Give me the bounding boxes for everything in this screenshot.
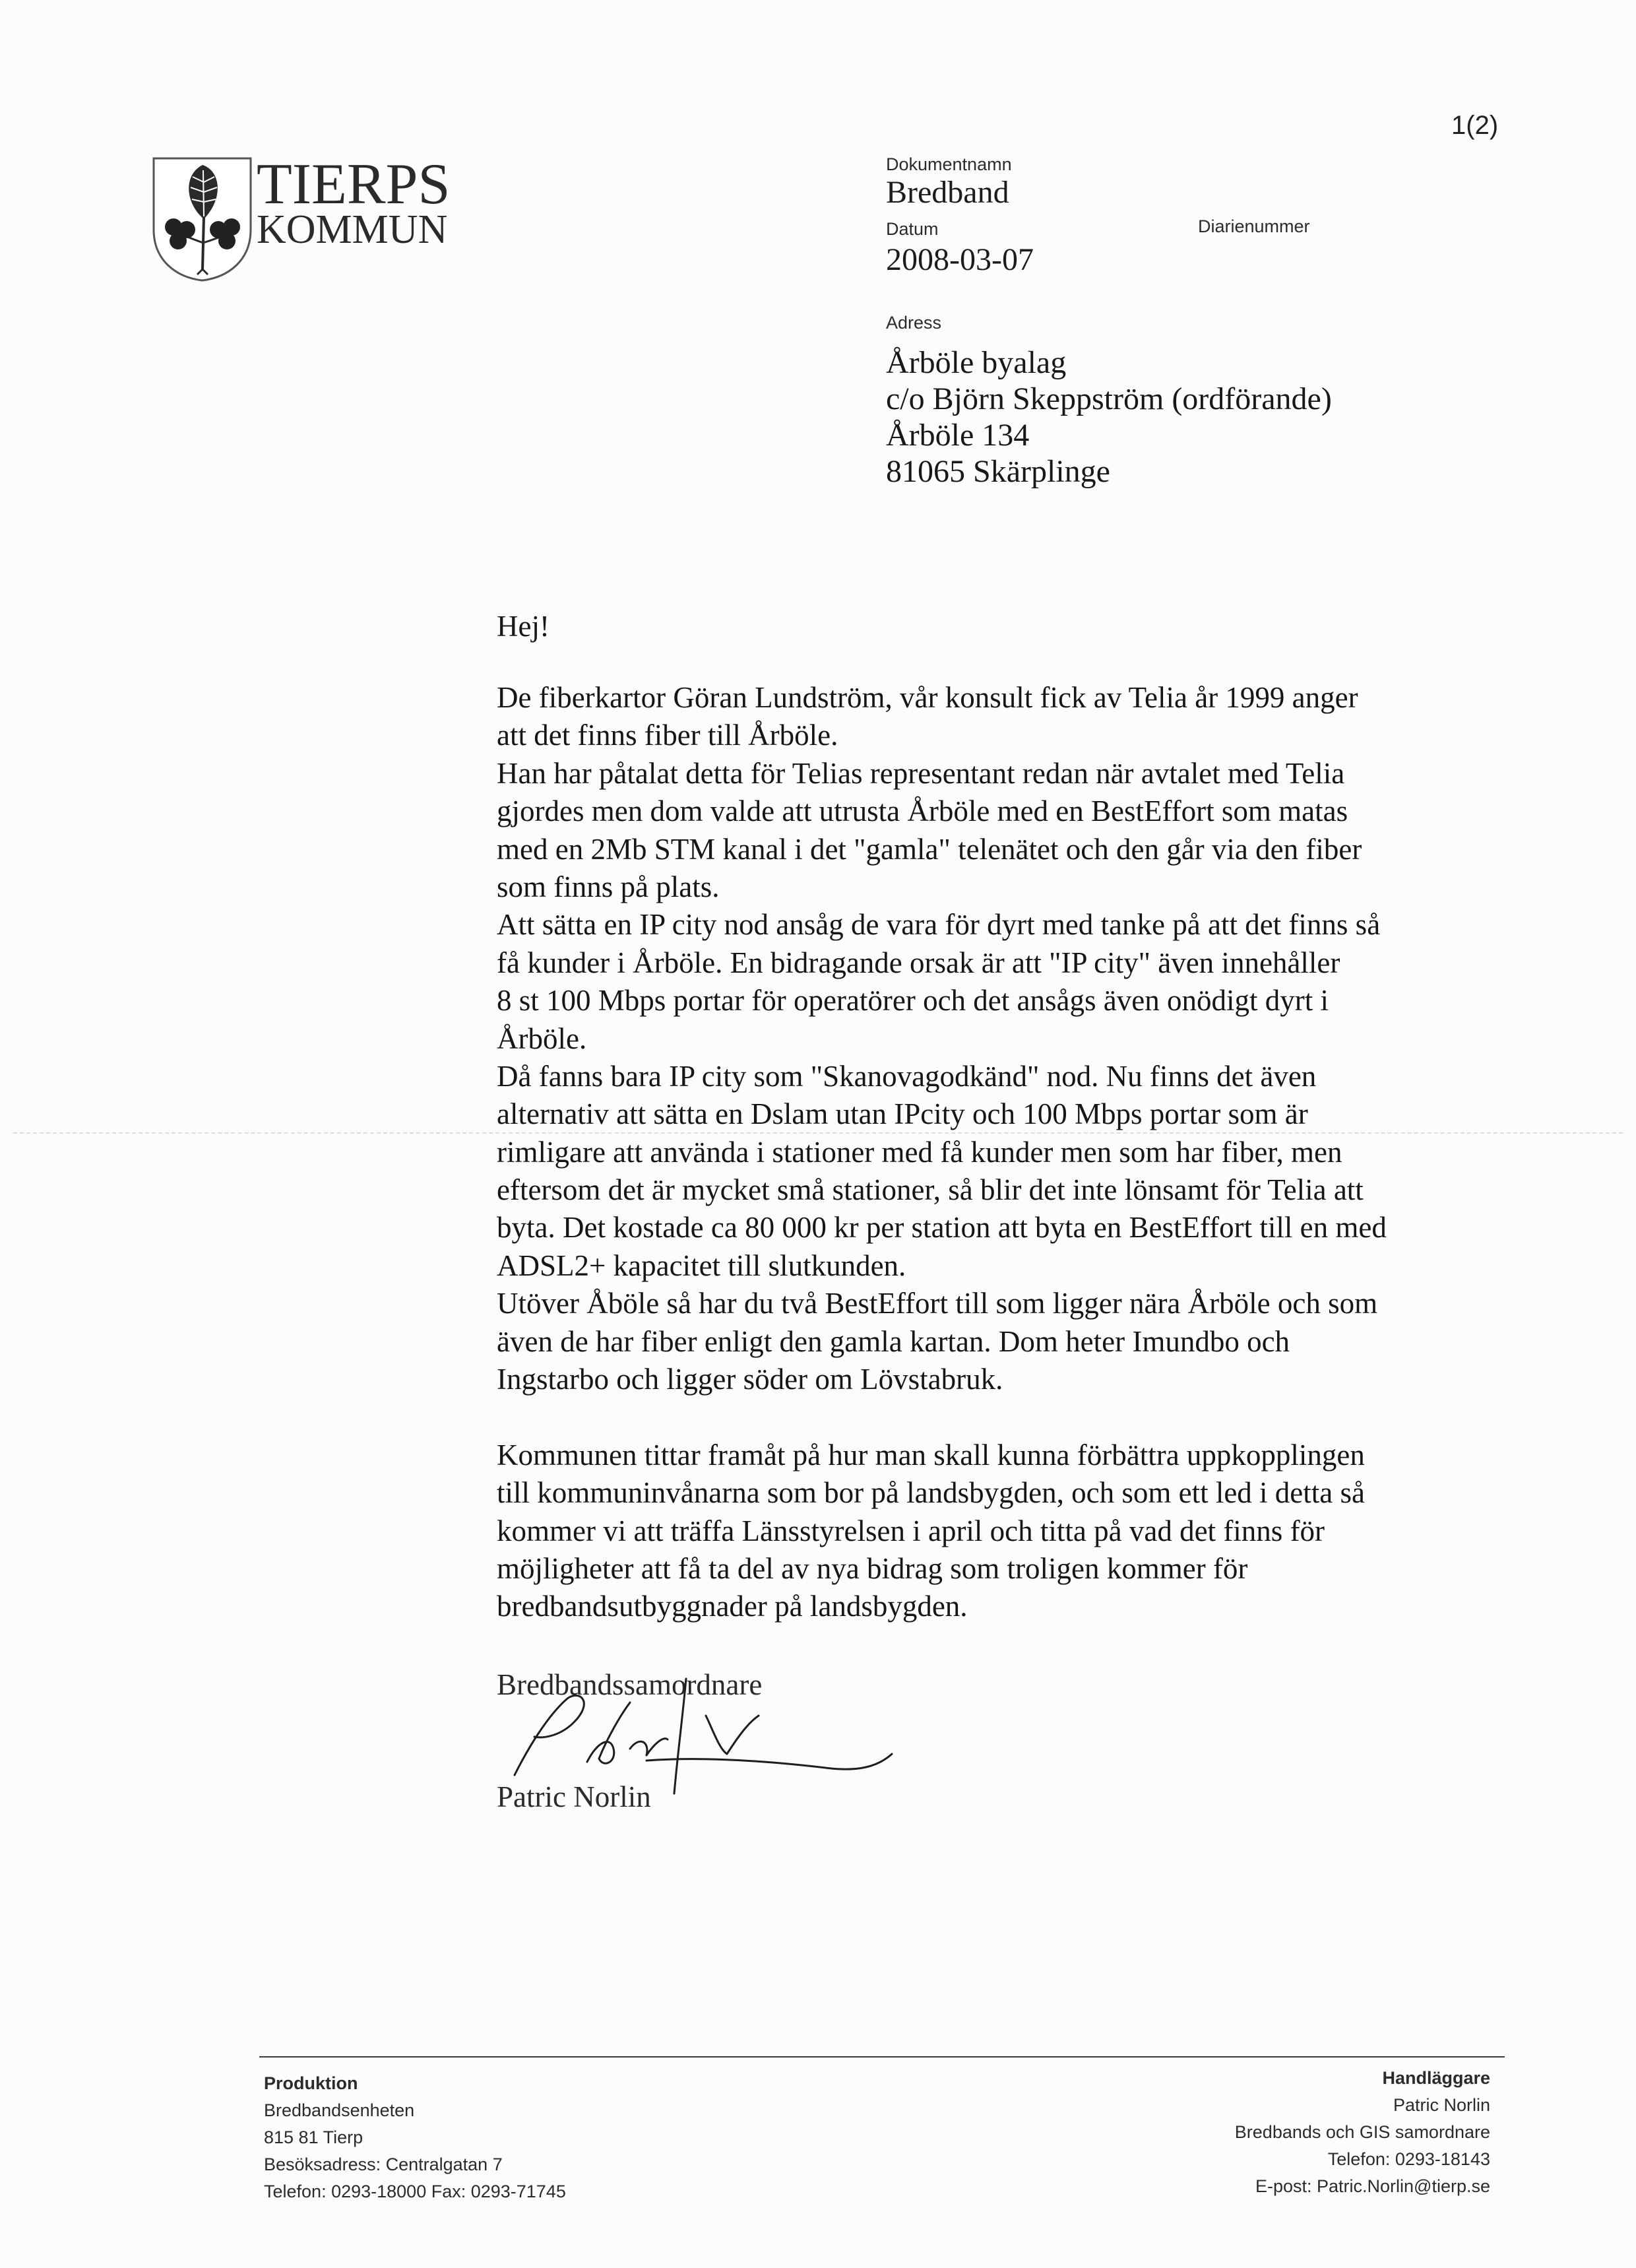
body-line: som finns på plats.	[497, 870, 720, 903]
footer-heading: Handläggare	[1382, 2068, 1490, 2088]
body-line: att det finns fiber till Årböle.	[497, 719, 838, 752]
fold-line	[13, 1132, 1623, 1134]
body-line: byta. Det kostade ca 80 000 kr per station att byta en BestEffort till en med	[497, 1211, 1387, 1245]
body-line: eftersom det är mycket små stationer, så blir det inte lönsamt för Telia att	[497, 1173, 1364, 1207]
address-line: 81065 Skärplinge	[886, 454, 1110, 489]
date-label: Datum	[886, 219, 939, 239]
document-name: Bredband	[886, 175, 1009, 210]
body-line: Han har påtalat detta för Telias representant redan när avtalet med Telia	[497, 756, 1345, 790]
body-line: gjordes men dom valde att utrusta Årböle med en BestEffort som matas	[497, 794, 1348, 828]
body-line: även de har fiber enligt den gamla kartan. Dom heter Imundbo och	[497, 1324, 1290, 1358]
footer-line: Telefon: 0293-18143	[1327, 2149, 1490, 2169]
document-name-label: Dokumentnamn	[886, 154, 1012, 174]
footer-line: Besöksadress: Centralgatan 7	[264, 2155, 503, 2174]
footer-divider	[259, 2056, 1505, 2057]
letter-body	[497, 679, 1387, 1626]
footer-line: Bredbandsenheten	[264, 2100, 415, 2120]
footer-line: Bredbands och GIS samordnare	[1234, 2122, 1490, 2142]
footer-line: 815 81 Tierp	[264, 2127, 363, 2147]
address-line: Årböle byalag	[886, 345, 1067, 380]
body-line: rimligare att använda i stationer med få kunder men som har fiber, men	[497, 1135, 1342, 1169]
signoff-title: Bredbandssamordnare	[497, 1668, 763, 1701]
body-line: Kommunen tittar framåt på hur man skall kunna förbättra uppkopplingen	[497, 1438, 1365, 1472]
footer-line: Telefon: 0293-18000 Fax: 0293-71745	[264, 2182, 566, 2201]
body-line: Då fanns bara IP city som "Skanovagodkänd" nod. Nu finns det även	[497, 1059, 1317, 1093]
body-line: alternativ att sätta en Dslam utan IPcity och 100 Mbps portar som är	[497, 1097, 1308, 1131]
body-line: ADSL2+ kapacitet till slutkunden.	[497, 1248, 906, 1282]
paragraph	[497, 1437, 1387, 1626]
footer-handler-block	[1235, 2065, 1490, 2200]
diary-number-label: Diarienummer	[1198, 216, 1310, 236]
footer-line: Patric Norlin	[1393, 2095, 1490, 2115]
page-number: 1(2)	[1451, 111, 1499, 140]
paragraph	[497, 679, 1387, 1398]
body-line: De fiberkartor Göran Lundström, vår konsult fick av Telia år 1999 anger	[497, 681, 1358, 714]
greeting: Hej!	[497, 610, 550, 643]
address-line: Årböle 134	[886, 418, 1030, 453]
body-line: få kunder i Årböle. En bidragande orsak är att "IP city" även innehåller	[497, 946, 1340, 979]
document-date: 2008-03-07	[886, 242, 1034, 277]
body-line: 8 st 100 Mbps portar för operatörer och det ansågs även onödigt dyrt i	[497, 984, 1329, 1018]
signer-name: Patric Norlin	[497, 1780, 651, 1813]
footer-email: E-post: Patric.Norlin@tierp.se	[1255, 2176, 1490, 2196]
body-line: möjligheter att få ta del av nya bidrag som troligen kommer för	[497, 1551, 1248, 1585]
coat-of-arms-shield-icon	[151, 156, 253, 282]
body-line: med en 2Mb STM kanal i det "gamla" telenätet och den går via den fiber	[497, 832, 1362, 866]
body-line: Årböle.	[497, 1021, 587, 1055]
logo-text-tierps: TIERPS	[257, 152, 451, 216]
logo-text-kommun: KOMMUN	[257, 207, 448, 252]
body-line: bredbandsutbyggnader på landsbygden.	[497, 1590, 968, 1623]
footer-heading: Produktion	[264, 2073, 358, 2093]
body-line: kommer vi att träffa Länsstyrelsen i april och titta på vad det finns för	[497, 1514, 1325, 1547]
footer-production-block	[264, 2070, 566, 2205]
body-line: Att sätta en IP city nod ansåg de vara för dyrt med tanke på att det finns så	[497, 908, 1381, 942]
recipient-address	[886, 342, 1332, 492]
body-line: Utöver Åböle så har du två BestEffort till som ligger nära Årböle och som	[497, 1287, 1378, 1320]
body-line: till kommuninvånarna som bor på landsbygden, och som ett led i detta så	[497, 1476, 1365, 1510]
address-label: Adress	[886, 313, 942, 333]
body-line: Ingstarbo och ligger söder om Lövstabruk.	[497, 1363, 1003, 1396]
address-line: c/o Björn Skeppström (ordförande)	[886, 381, 1332, 416]
